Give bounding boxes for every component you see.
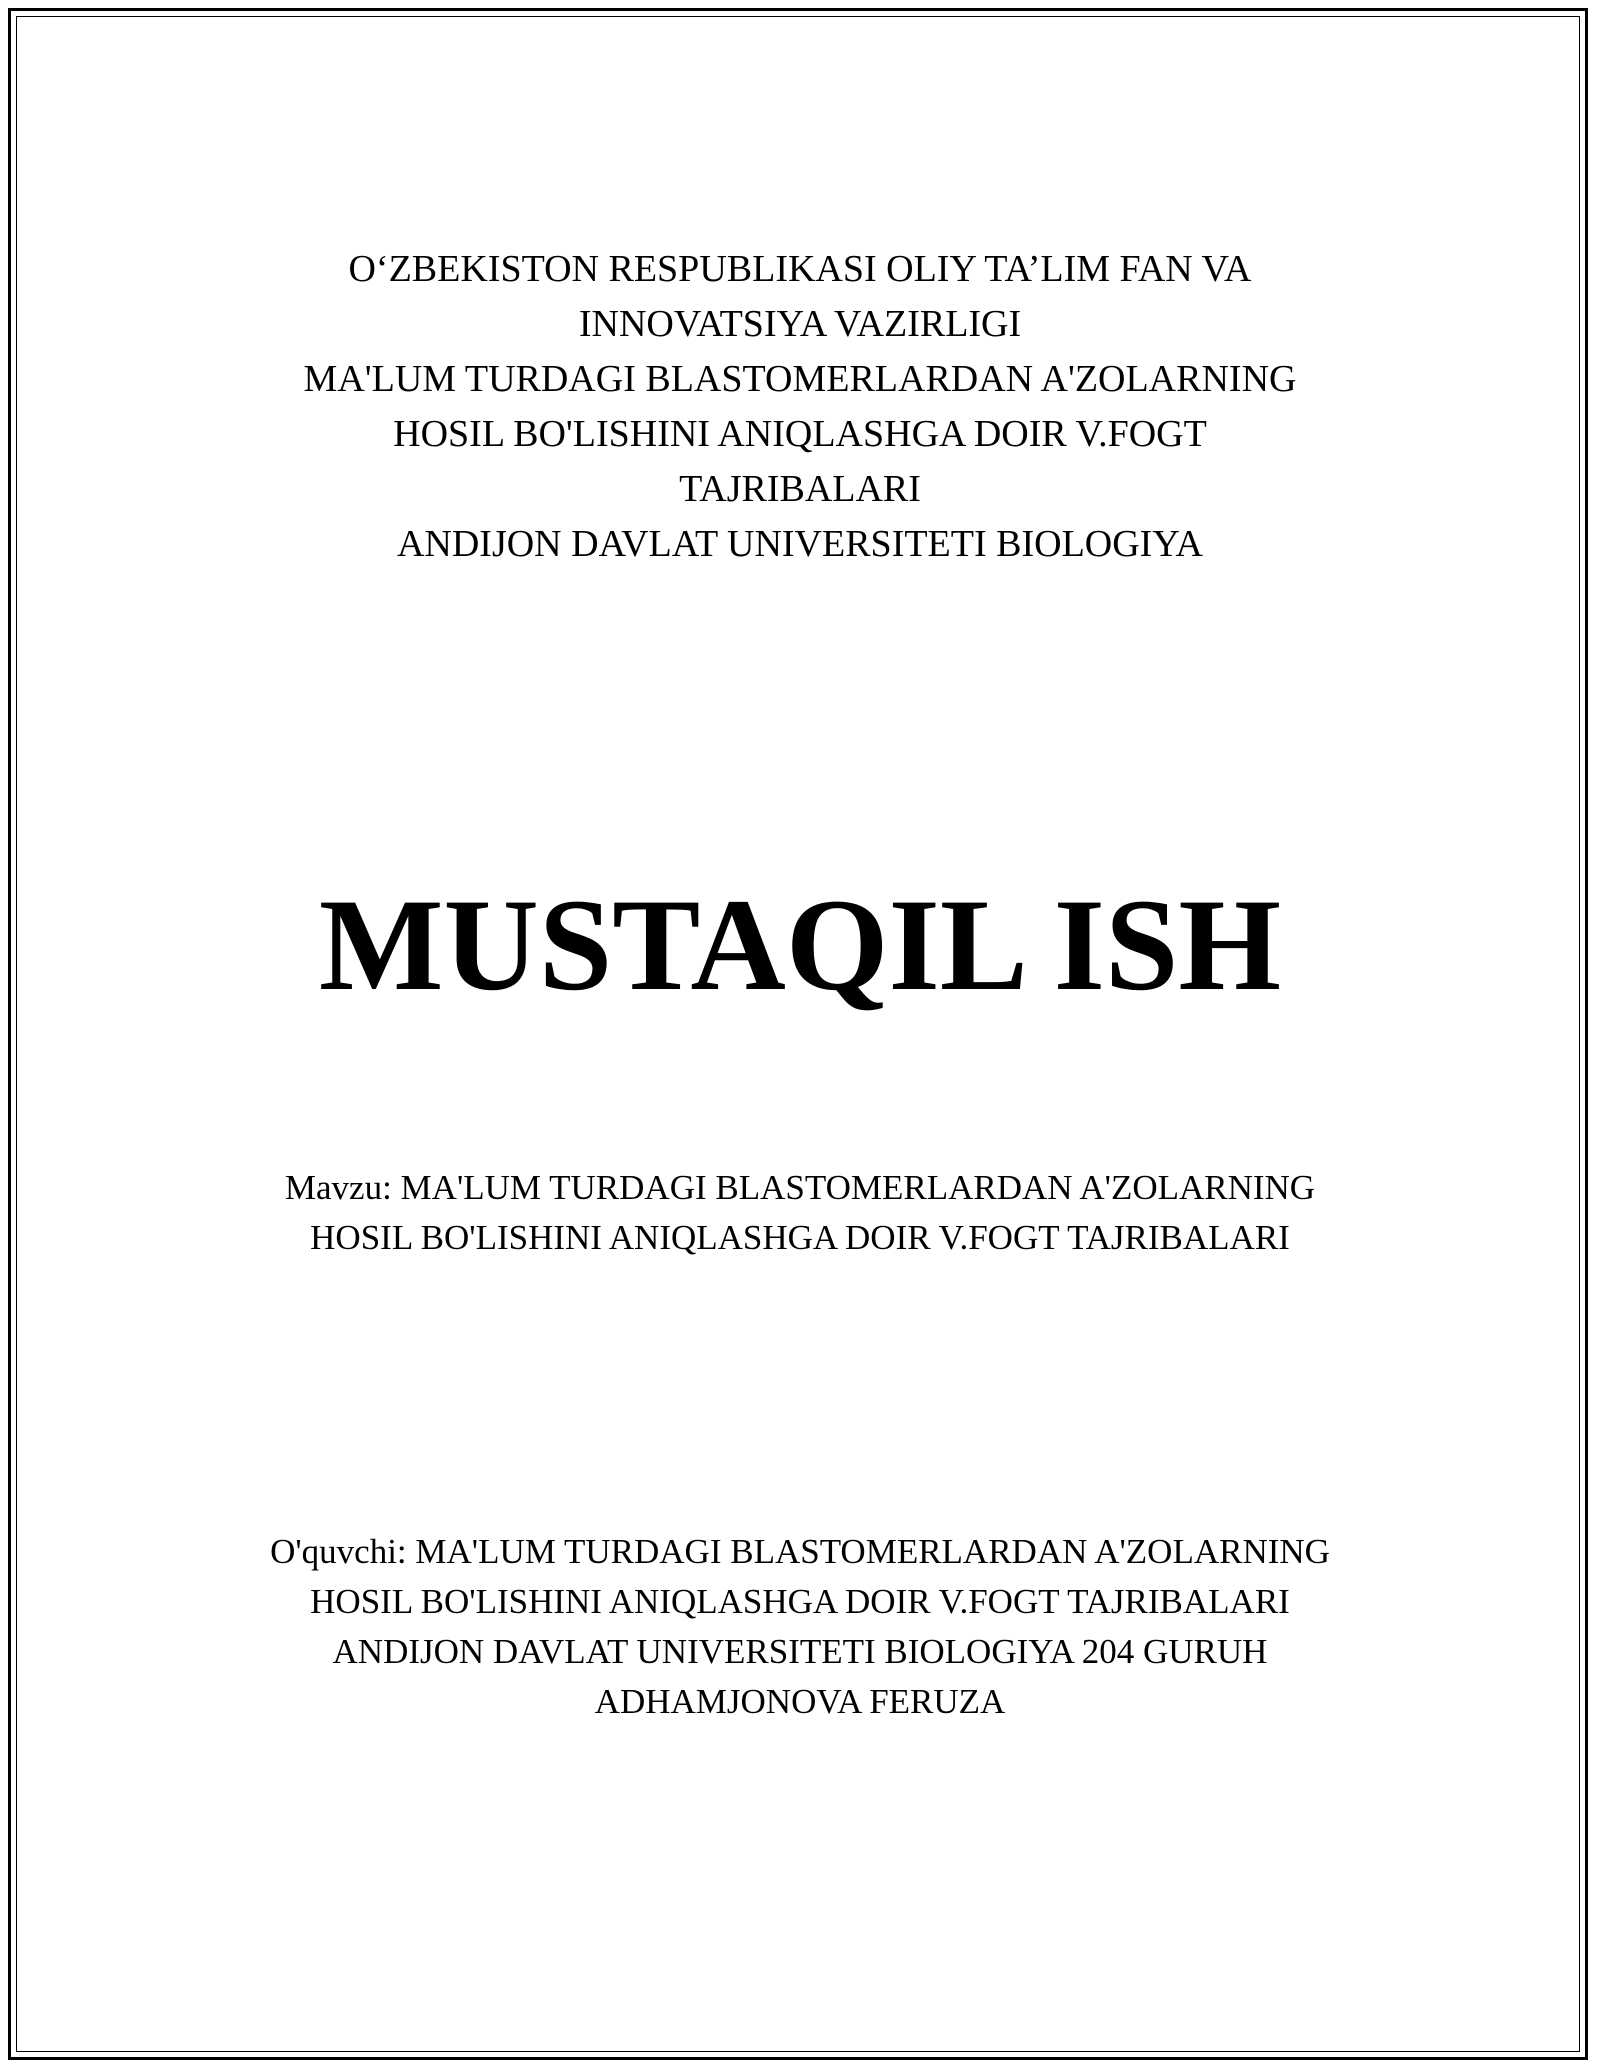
header-line: ANDIJON DAVLAT UNIVERSITETI BIOLOGIYA: [396, 523, 1204, 565]
header-line: TAJRIBALARI: [679, 468, 921, 510]
header-line: O‘ZBEKISTON RESPUBLIKASI OLIY TA’LIM FAN VA: [348, 248, 1252, 290]
student-line: ANDIJON DAVLAT UNIVERSITETI BIOLOGIYA 204 GURUH: [332, 1632, 1268, 1671]
header-line: MA'LUM TURDAGI BLASTOMERLARDAN A'ZOLARNING: [303, 358, 1297, 400]
topic-block: [0, 1163, 1600, 1263]
topic-line: Mavzu: MA'LUM TURDAGI BLASTOMERLARDAN A'ZOLARNING: [284, 1168, 1316, 1207]
ministry-header: [0, 242, 1600, 572]
header-line: HOSIL BO'LISHINI ANIQLASHGA DOIR V.FOGT: [393, 413, 1207, 455]
header-line: INNOVATSIYA VAZIRLIGI: [578, 303, 1022, 345]
document-title: MUSTAQIL ISH: [318, 871, 1282, 1018]
student-line: ADHAMJONOVA FERUZA: [594, 1682, 1006, 1721]
student-line: O'quvchi: MA'LUM TURDAGI BLASTOMERLARDAN A'ZOLARNING: [270, 1532, 1330, 1571]
student-block: [0, 1527, 1600, 1727]
topic-line: HOSIL BO'LISHINI ANIQLASHGA DOIR V.FOGT TAJRIBALARI: [310, 1218, 1290, 1257]
student-line: HOSIL BO'LISHINI ANIQLASHGA DOIR V.FOGT TAJRIBALARI: [310, 1582, 1290, 1621]
